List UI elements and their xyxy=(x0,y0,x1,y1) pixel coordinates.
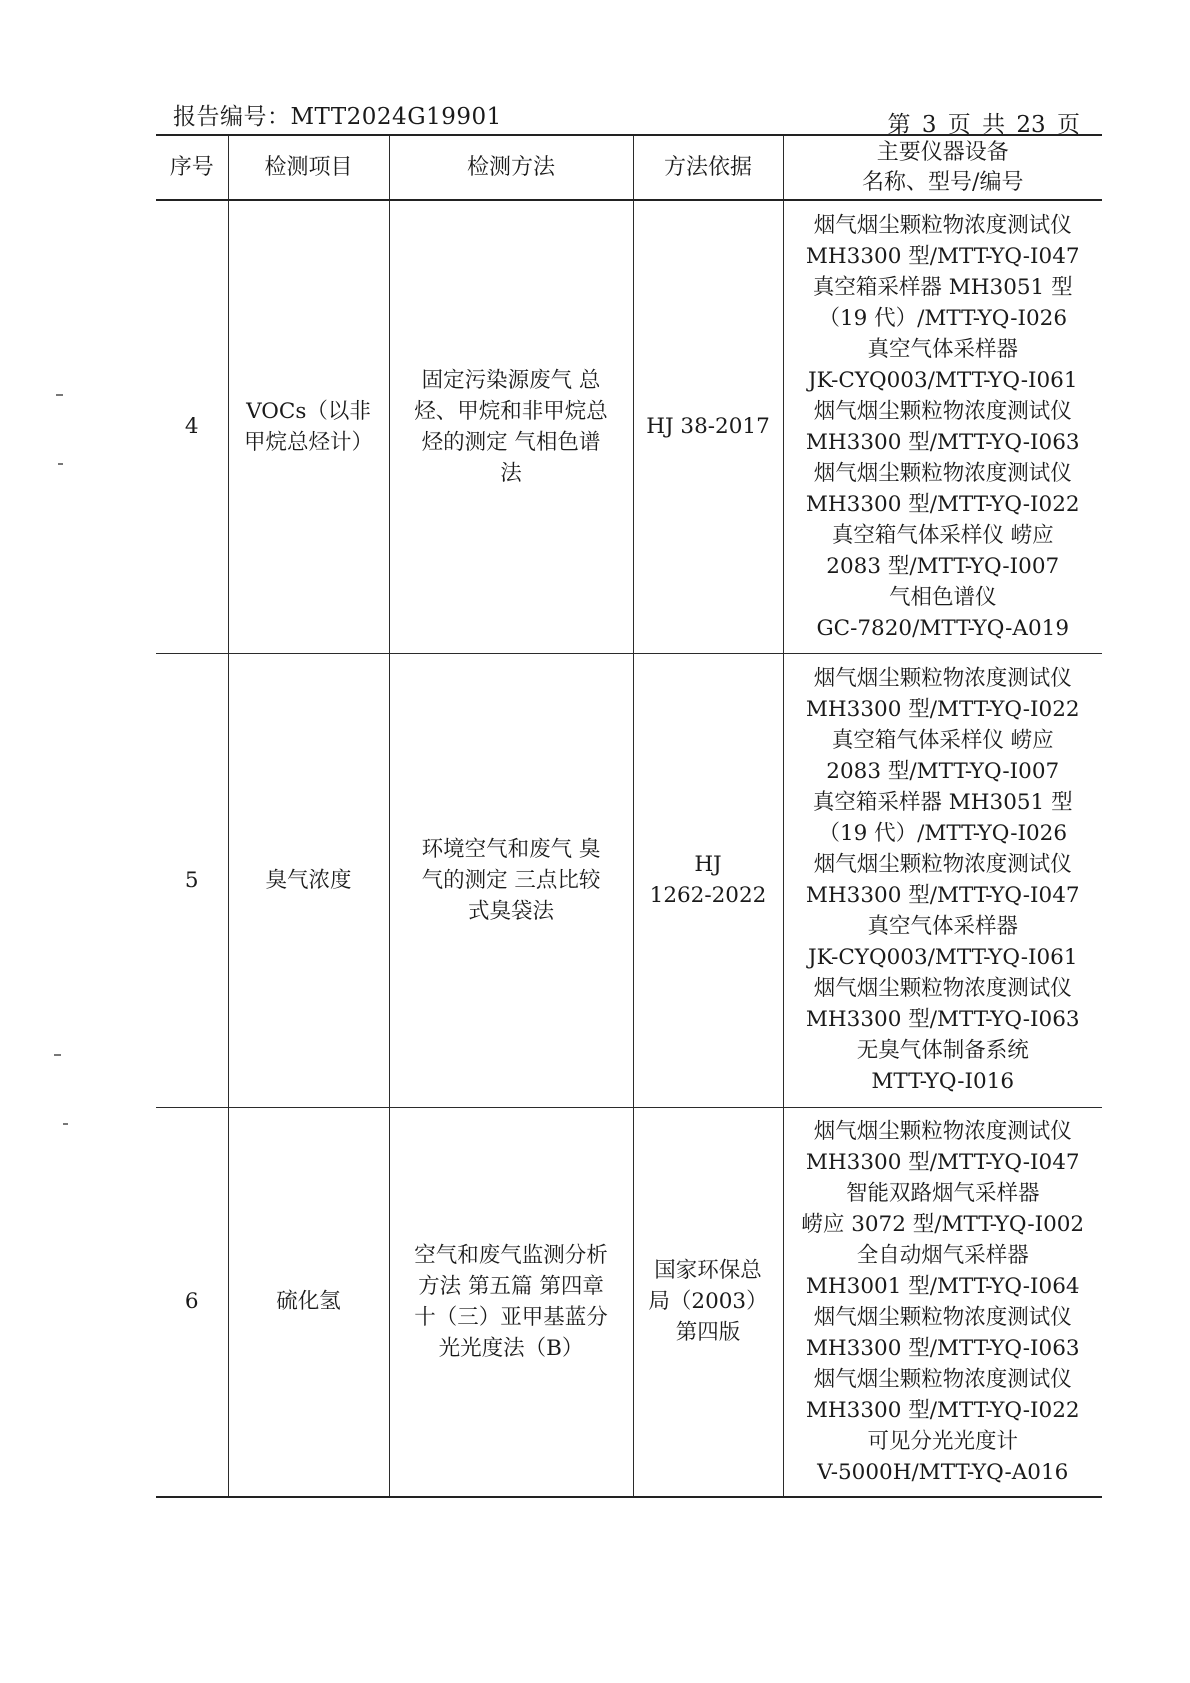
equipment-line: 烟气烟尘颗粒物浓度测试仪 xyxy=(813,852,1072,877)
table-row xyxy=(156,1107,1102,1497)
equipment-line: （19 代）/MTT-YQ-I026 xyxy=(818,821,1068,846)
cell-method xyxy=(389,1107,633,1497)
item-line: 臭气浓度 xyxy=(265,867,352,893)
cell-equipment xyxy=(783,653,1102,1107)
equipment-line: MH3300 型/MTT-YQ-I047 xyxy=(805,883,1080,908)
method-line: 烃、甲烷和非甲烷总 xyxy=(414,398,608,424)
equipment-line: JK-CYQ003/MTT-YQ-I061 xyxy=(807,367,1078,393)
equipment-line: 烟气烟尘颗粒物浓度测试仪 xyxy=(813,1366,1072,1392)
scan-speck xyxy=(54,1054,61,1056)
basis-line: HJ 38-2017 xyxy=(646,414,770,440)
equipment-line: MH3001 型/MTT-YQ-I064 xyxy=(805,1273,1080,1299)
equipment-line: 真空气体采样器 xyxy=(867,336,1018,362)
method-line: 气的测定 三点比较 xyxy=(421,867,601,893)
equipment-line: 烟气烟尘颗粒物浓度测试仪 xyxy=(813,1118,1072,1144)
method-line: 方法 第五篇 第四章 xyxy=(418,1273,604,1299)
cell-equipment xyxy=(783,200,1102,653)
equipment-line: 无臭气体制备系统 xyxy=(856,1038,1029,1063)
method-line: 空气和废气监测分析 xyxy=(414,1242,608,1268)
equipment-line: 2083 型/MTT-YQ-I007 xyxy=(826,553,1060,579)
equipment-line: 真空气体采样器 xyxy=(867,914,1018,939)
equipment-line: 真空箱气体采样仪 崂应 xyxy=(831,728,1054,753)
equipment-line: 智能双路烟气采样器 xyxy=(845,1180,1040,1206)
method-line: 十（三）亚甲基蓝分 xyxy=(414,1304,608,1330)
header-item: 检测项目 xyxy=(228,135,389,200)
cell-method xyxy=(389,200,633,653)
equipment-line: MH3300 型/MTT-YQ-I022 xyxy=(805,491,1080,517)
cell-basis xyxy=(633,653,783,1107)
equipment-line: GC-7820/MTT-YQ-A019 xyxy=(816,615,1069,641)
equipment-line: 烟气烟尘颗粒物浓度测试仪 xyxy=(813,398,1072,424)
equipment-line: MTT-YQ-I016 xyxy=(871,1069,1015,1094)
header-seq: 序号 xyxy=(156,135,228,200)
item-line: 甲烷总烃计） xyxy=(243,429,373,455)
equipment-line: 真空箱采样器 MH3051 型 xyxy=(812,274,1073,300)
table-row xyxy=(156,200,1102,653)
method-line: 烃的测定 气相色谱 xyxy=(421,429,601,455)
report-number: 报告编号：MTT2024G19901 xyxy=(173,104,502,130)
equipment-line: 真空箱气体采样仪 崂应 xyxy=(831,522,1054,548)
equipment-line: 崂应 3072 型/MTT-YQ-I002 xyxy=(801,1211,1085,1237)
method-line: 法 xyxy=(500,460,522,486)
equipment-line: 2083 型/MTT-YQ-I007 xyxy=(826,759,1060,784)
equipment-line: V-5000H/MTT-YQ-A016 xyxy=(817,1459,1069,1485)
header-method: 检测方法 xyxy=(389,135,633,200)
basis-line: 国家环保总 xyxy=(654,1258,762,1284)
scan-speck xyxy=(56,394,63,396)
header-equipment-line2: 名称、型号/编号 xyxy=(862,169,1024,195)
cell-method xyxy=(389,653,633,1107)
basis-line: 1262-2022 xyxy=(649,883,767,908)
cell-seq: 4 xyxy=(156,200,228,653)
equipment-line: MH3300 型/MTT-YQ-I047 xyxy=(805,1149,1080,1175)
method-line: 固定污染源废气 总 xyxy=(421,367,601,393)
equipment-line: 烟气烟尘颗粒物浓度测试仪 xyxy=(813,976,1072,1001)
equipment-line: 真空箱采样器 MH3051 型 xyxy=(812,790,1073,815)
equipment-line: JK-CYQ003/MTT-YQ-I061 xyxy=(807,945,1078,970)
detection-methods-table xyxy=(156,134,1102,1498)
item-line: 硫化氢 xyxy=(276,1289,341,1315)
equipment-line: MH3300 型/MTT-YQ-I022 xyxy=(805,1397,1080,1423)
scan-speck xyxy=(58,463,63,465)
scan-speck xyxy=(63,1123,68,1125)
equipment-line: MH3300 型/MTT-YQ-I063 xyxy=(805,1007,1080,1032)
equipment-line: （19 代）/MTT-YQ-I026 xyxy=(818,305,1068,331)
table-row xyxy=(156,653,1102,1107)
cell-equipment xyxy=(783,1107,1102,1497)
equipment-line: 烟气烟尘颗粒物浓度测试仪 xyxy=(813,1304,1072,1330)
basis-line: HJ xyxy=(694,852,722,877)
equipment-line: 气相色谱仪 xyxy=(888,584,997,610)
basis-line: 第四版 xyxy=(675,1320,741,1346)
cell-basis xyxy=(633,200,783,653)
equipment-line: 烟气烟尘颗粒物浓度测试仪 xyxy=(813,666,1072,691)
header-basis: 方法依据 xyxy=(633,135,783,200)
equipment-line: 烟气烟尘颗粒物浓度测试仪 xyxy=(813,212,1072,238)
equipment-line: 全自动烟气采样器 xyxy=(856,1242,1029,1268)
item-line: VOCs（以非 xyxy=(246,398,371,424)
equipment-line: MH3300 型/MTT-YQ-I022 xyxy=(805,697,1080,722)
equipment-line: 可见分光光度计 xyxy=(867,1428,1018,1454)
equipment-line: MH3300 型/MTT-YQ-I063 xyxy=(805,429,1080,455)
header-equipment xyxy=(783,135,1102,200)
method-line: 光光度法（B） xyxy=(438,1335,584,1361)
cell-seq: 5 xyxy=(156,653,228,1107)
cell-basis xyxy=(633,1107,783,1497)
cell-item xyxy=(228,653,389,1107)
cell-item xyxy=(228,200,389,653)
cell-item xyxy=(228,1107,389,1497)
method-line: 式臭袋法 xyxy=(467,898,554,924)
cell-seq: 6 xyxy=(156,1107,228,1497)
basis-line: 局（2003） xyxy=(648,1289,768,1315)
equipment-line: 烟气烟尘颗粒物浓度测试仪 xyxy=(813,460,1072,486)
header-equipment-line1: 主要仪器设备 xyxy=(876,139,1009,165)
page-info: 第 3 页 共 23 页 xyxy=(887,112,1080,138)
table-header-row xyxy=(156,135,1102,200)
equipment-line: MH3300 型/MTT-YQ-I047 xyxy=(805,243,1080,269)
equipment-line: MH3300 型/MTT-YQ-I063 xyxy=(805,1335,1080,1361)
method-line: 环境空气和废气 臭 xyxy=(421,836,601,862)
